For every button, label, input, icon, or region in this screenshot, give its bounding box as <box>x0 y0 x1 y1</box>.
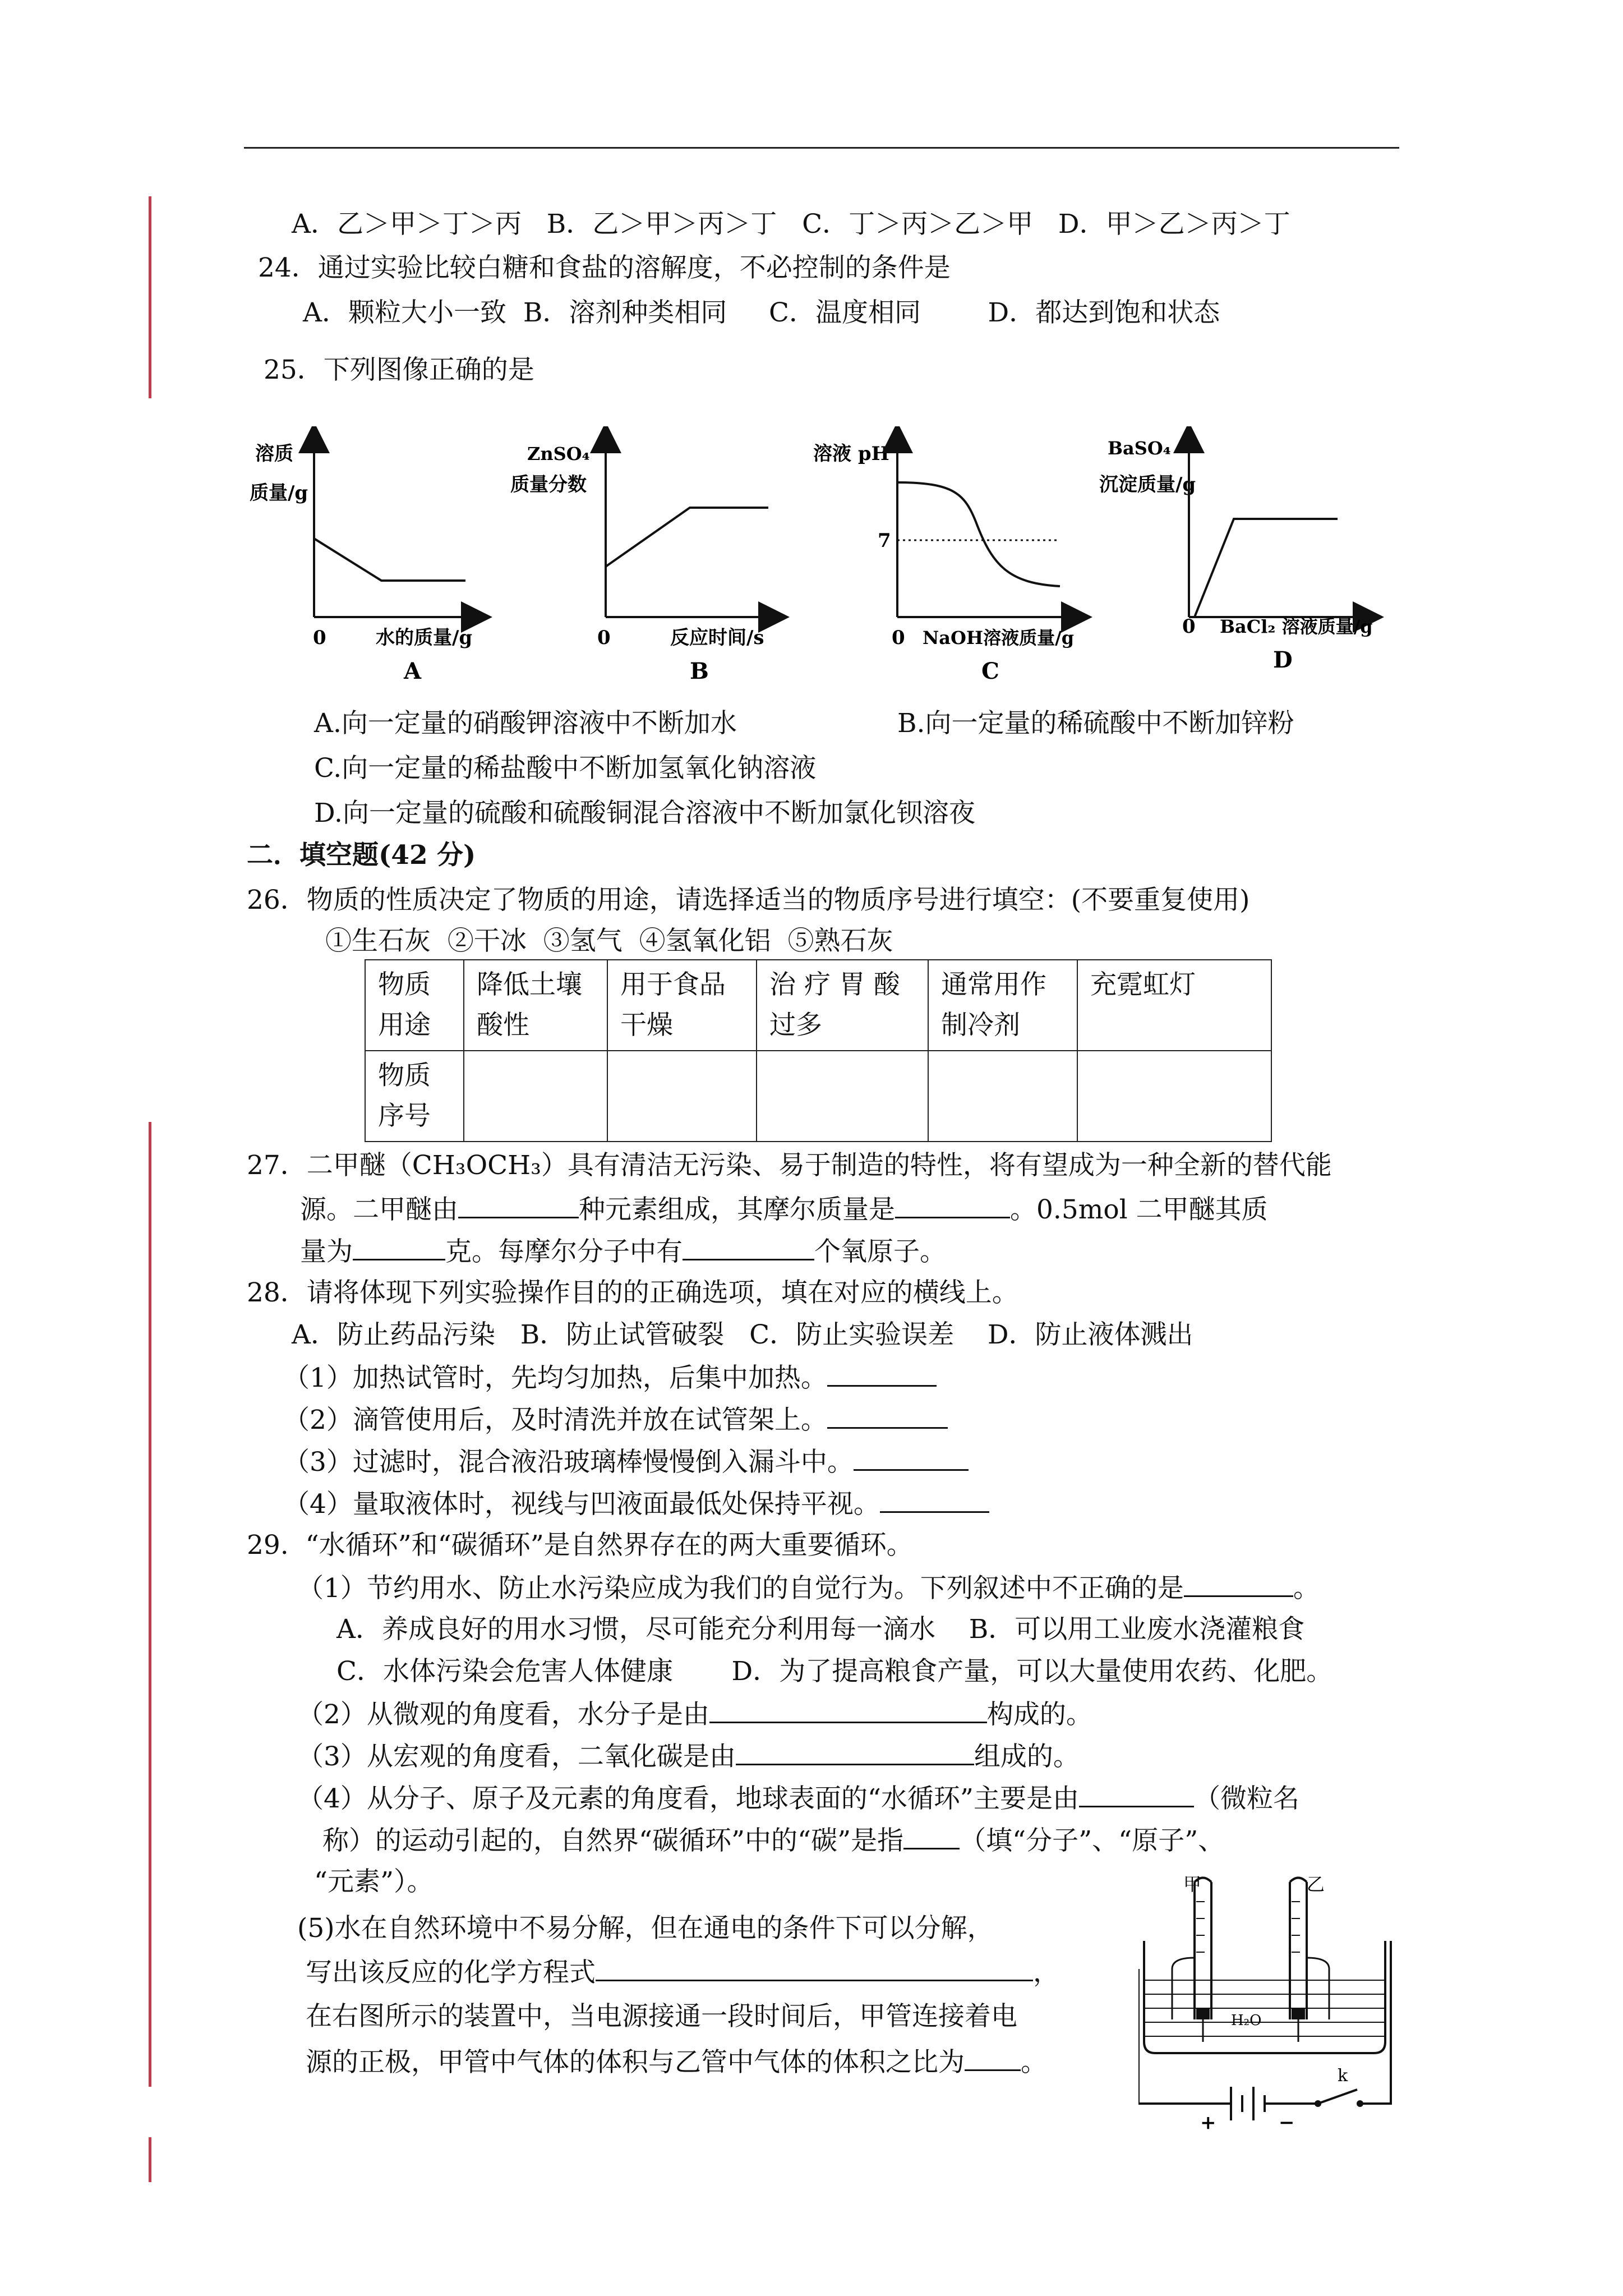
q26-items: ①生石灰 ②干冰 ③氢气 ④氢氧化铝 ⑤熟石灰 <box>325 926 893 956</box>
use-cell: 降低土壤 <box>477 969 582 1000</box>
q28-blank-1[interactable] <box>827 1360 937 1387</box>
q29-p1-cd: C．水体污染会危害人体健康 D．为了提高粮食产量，可以大量使用农药、化肥。 <box>336 1656 1333 1687</box>
tube-label-yi: 乙 <box>1307 1874 1325 1895</box>
margin-mark <box>149 196 151 398</box>
q29-text: 构成的。 <box>986 1699 1092 1730</box>
answer-cell[interactable] <box>464 1051 607 1142</box>
table-row <box>365 1051 1271 1142</box>
q29-text: （1）节约用水、防止水污染应成为我们的自觉行为。下列叙述中不正确的是 <box>297 1573 1184 1604</box>
switch <box>1318 2090 1357 2104</box>
graph-d-ylabel-1: BaSO₄ <box>1108 438 1171 459</box>
use-cell: 通常用作 <box>941 969 1046 1000</box>
table-head: 物质 <box>378 1060 431 1091</box>
q28-text: （1）加热试管时，先均匀加热，后集中加热。 <box>283 1363 827 1393</box>
table-head: 序号 <box>378 1101 431 1131</box>
q29-p5-2 <box>306 1955 1059 1990</box>
answer-cell[interactable] <box>607 1051 757 1142</box>
q29-text: （3）从宏观的角度看，二氧化碳是由 <box>297 1741 736 1772</box>
graph-a <box>250 438 477 684</box>
graph-c-curve <box>897 482 1060 586</box>
q29-p4-2 <box>322 1823 1224 1858</box>
graph-d-ylabel-2: 沉淀质量/g <box>1099 473 1196 496</box>
electrolysis-apparatus <box>1138 1868 1408 2132</box>
table-row <box>365 960 1271 1051</box>
use-cell: 酸性 <box>477 1010 529 1041</box>
q27-text: 量为 <box>300 1236 353 1267</box>
q25-option-c: C.向一定量的稀盐酸中不断加氢氧化钠溶液 <box>314 753 817 784</box>
table-head: 用途 <box>378 1010 431 1041</box>
q29-blank-ratio[interactable] <box>965 2045 1021 2071</box>
q28-text: （2）滴管使用后，及时清洗并放在试管架上。 <box>283 1405 827 1435</box>
use-cell: 干燥 <box>620 1010 673 1041</box>
q27-line1: 27．二甲醚（CH₃OCH₃）具有清洁无污染、易于制造的特性，将有望成为一种全新的替代能 <box>247 1150 1332 1181</box>
graph-c-ylabel: 溶液 pH <box>813 443 889 465</box>
q27-blank-mass[interactable] <box>353 1234 445 1260</box>
q29-p1 <box>297 1571 1320 1605</box>
q27-text: 个氧原子。 <box>814 1236 946 1267</box>
table-head: 物质 <box>378 969 431 1000</box>
header-rule <box>244 147 1399 149</box>
q28-text: （4）量取液体时，视线与凹液面最低处保持平视。 <box>283 1489 880 1520</box>
q29-text: （4）从分子、原子及元素的角度看，地球表面的“水循环”主要是由 <box>297 1783 1079 1814</box>
graph-d-origin: 0 <box>1182 615 1196 638</box>
q26-stem: 26．物质的性质决定了物质的用途，请选择适当的物质序号进行填空：(不要重复使用) <box>247 885 1250 915</box>
graph-a-curve <box>314 539 465 581</box>
q25-graphs <box>247 426 1413 696</box>
q27-text: 种元素组成，其摩尔质量是 <box>579 1194 895 1225</box>
q28-s1 <box>283 1360 937 1395</box>
q29-p2 <box>297 1697 1092 1732</box>
minus-label: − <box>1279 2111 1295 2132</box>
graph-b-ylabel-1: ZnSO₄ <box>527 443 590 464</box>
q28-s3 <box>283 1444 969 1479</box>
q25-option-b: B.向一定量的稀硫酸中不断加锌粉 <box>897 708 1294 739</box>
graph-b <box>510 438 774 684</box>
q26-table <box>365 959 1272 1142</box>
q29-p5-4 <box>306 2045 1047 2079</box>
q23-options: A．乙＞甲＞丁＞丙 B．乙＞甲＞丙＞丁 C．丁＞丙＞乙＞甲 D．甲＞乙＞丙＞丁 <box>292 209 1290 240</box>
graph-d <box>1099 438 1373 673</box>
graph-c-xlabel: NaOH溶液质量/g <box>923 627 1075 648</box>
graph-a-xlabel: 水的质量/g <box>376 627 473 649</box>
use-cell: 用于食品 <box>620 969 726 1000</box>
graph-d-caption: D <box>1273 647 1293 673</box>
answer-cell[interactable] <box>928 1051 1077 1142</box>
q28-blank-2[interactable] <box>827 1402 948 1429</box>
q24-options: A．颗粒大小一致 B．溶剂种类相同 C．温度相同 D．都达到饱和状态 <box>303 297 1220 328</box>
graph-b-xlabel: 反应时间/s <box>670 627 764 649</box>
use-cell: 过多 <box>769 1010 822 1041</box>
q28-s4 <box>283 1487 989 1521</box>
graph-b-curve <box>606 508 768 567</box>
graph-c <box>813 438 1077 684</box>
q29-blank-2[interactable] <box>709 1697 987 1723</box>
margin-mark <box>149 2137 151 2182</box>
q29-p3 <box>297 1739 1080 1774</box>
q27-line3 <box>300 1234 946 1269</box>
switch-label: k <box>1338 2066 1348 2086</box>
tube-label-jia: 甲 <box>1183 1874 1202 1895</box>
q28-text: （3）过滤时，混合液沿玻璃棒慢慢倒入漏斗中。 <box>283 1447 854 1478</box>
q29-blank-5[interactable] <box>903 1823 960 1849</box>
graph-a-ylabel-1: 溶质 <box>255 443 293 465</box>
q28-options: A．防止药品污染 B．防止试管破裂 C．防止实验误差 D．防止液体溅出 <box>292 1319 1193 1350</box>
graph-b-caption: B <box>690 658 709 684</box>
graph-b-ylabel-2: 质量分数 <box>510 473 587 496</box>
q27-blank-oxygen[interactable] <box>683 1234 814 1260</box>
graph-d-xlabel: BaCl₂ 溶液质量/g <box>1220 616 1373 637</box>
graph-c-caption: C <box>981 658 999 684</box>
q25-stem: 25．下列图像正确的是 <box>264 355 534 385</box>
q29-text: 组成的。 <box>974 1741 1080 1772</box>
graph-a-caption: A <box>404 658 422 684</box>
q29-text: （填“分子”、“原子”、 <box>960 1825 1225 1856</box>
use-cell: 治 疗 胃 酸 <box>769 969 900 1000</box>
answer-cell[interactable] <box>757 1051 928 1142</box>
q29-text: 写出该反应的化学方程式 <box>306 1957 596 1988</box>
graph-d-curve <box>1195 519 1338 617</box>
q29-blank-1[interactable] <box>1184 1571 1293 1597</box>
q27-blank-elements[interactable] <box>458 1192 579 1218</box>
q29-text: 源的正极，甲管中气体的体积与乙管中气体的体积之比为 <box>306 2047 965 2078</box>
q27-line2 <box>300 1192 1268 1227</box>
answer-cell[interactable] <box>1077 1051 1271 1142</box>
q29-text: 。 <box>1021 2047 1047 2078</box>
water-label: H₂O <box>1231 2012 1262 2029</box>
q29-text: （微粒名 <box>1193 1783 1299 1814</box>
q29-blank-4[interactable] <box>1079 1781 1194 1807</box>
q29-p5-1: (5)水在自然环境中不易分解，但在通电的条件下可以分解， <box>297 1913 994 1944</box>
q29-text: 。 <box>1293 1573 1320 1604</box>
q25-option-a: A.向一定量的硝酸钾溶液中不断加水 <box>314 708 737 739</box>
q27-text: 克。每摩尔分子中有 <box>445 1236 683 1267</box>
q29-text: ， <box>1033 1957 1059 1988</box>
graph-c-origin: 0 <box>892 627 905 649</box>
q29-text: （2）从微观的角度看，水分子是由 <box>297 1699 709 1730</box>
q29-p4 <box>297 1781 1299 1816</box>
q28-blank-4[interactable] <box>880 1487 989 1513</box>
graph-a-origin: 0 <box>313 627 326 649</box>
q29-stem: 29. “水循环”和“碳循环”是自然界存在的两大重要循环。 <box>247 1530 913 1561</box>
q28-blank-3[interactable] <box>854 1444 969 1471</box>
use-cell: 充霓虹灯 <box>1090 969 1196 1000</box>
graph-b-origin: 0 <box>597 627 611 649</box>
q29-p1-ab: A．养成良好的用水习惯，尽可能充分利用每一滴水 B．可以用工业废水浇灌粮食 <box>336 1614 1305 1645</box>
use-cell: 制冷剂 <box>941 1010 1020 1041</box>
q29-blank-3[interactable] <box>736 1739 974 1765</box>
q28-s2 <box>283 1402 948 1437</box>
q29-text: 称）的运动引起的，自然界“碳循环”中的“碳”是指 <box>322 1825 904 1856</box>
q28-stem: 28．请将体现下列实验操作目的的正确选项，填在对应的横线上。 <box>247 1277 1018 1308</box>
graph-a-ylabel-2: 质量/g <box>250 482 308 504</box>
q29-p4-3: “元素”）。 <box>314 1866 434 1897</box>
graph-c-tick: 7 <box>878 530 891 552</box>
margin-mark <box>149 1122 151 2087</box>
plus-label: + <box>1200 2111 1216 2132</box>
q29-p5-3: 在右图所示的装置中，当电源接通一段时间后，甲管连接着电 <box>306 2001 1017 2032</box>
q27-blank-molar-mass[interactable] <box>895 1192 1010 1218</box>
section-title: 二．填空题(42 分) <box>247 840 476 871</box>
q27-text: 。0.5mol 二甲醚其质 <box>1010 1194 1268 1225</box>
q27-text: 源。二甲醚由 <box>300 1194 458 1225</box>
tube-yi <box>1290 1878 1307 2020</box>
q29-blank-equation[interactable] <box>596 1955 1033 1981</box>
q25-option-d: D.向一定量的硫酸和硫酸铜混合溶液中不断加氯化钡溶夜 <box>314 798 975 829</box>
q24-stem: 24．通过实验比较白糖和食盐的溶解度，不必控制的条件是 <box>258 252 951 283</box>
tube-jia <box>1195 1878 1211 2020</box>
